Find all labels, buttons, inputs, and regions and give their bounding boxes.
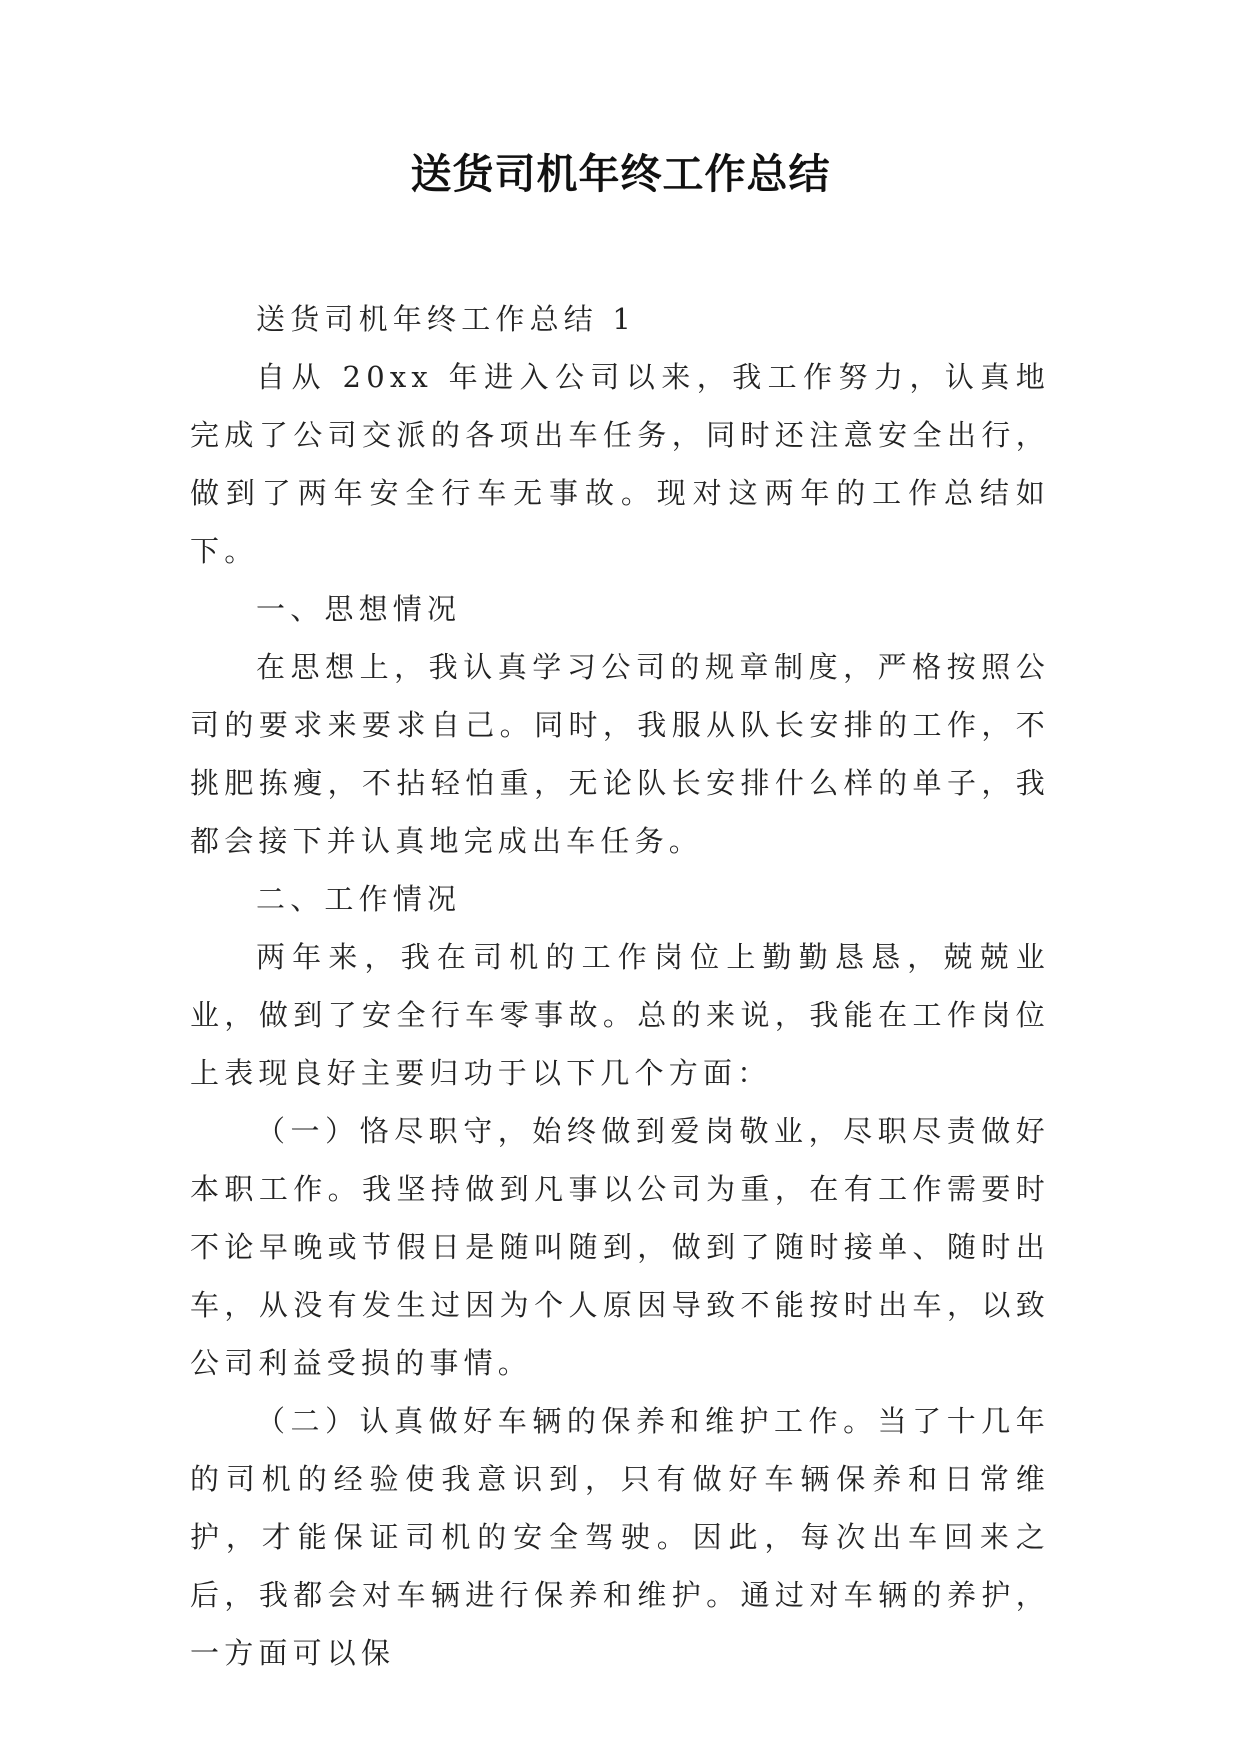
document-body [190, 290, 1050, 1682]
section-heading-work: 二、工作情况 [256, 882, 462, 916]
subtitle-paragraph: 送货司机年终工作总结 1 [256, 302, 637, 336]
thoughts-paragraph: 在思想上，我认真学习公司的规章制度，严格按照公司的要求来要求自己。同时，我服从队长安排的工作，不挑肥拣瘦，不拈轻怕重，无论队长安排什么样的单子，我都会接下并认真地完成出车任务。 [190, 650, 1050, 858]
point-one-paragraph: （一）恪尽职守，始终做到爱岗敬业，尽职尽责做好本职工作。我坚持做到凡事以公司为重，在有工作需要时不论早晚或节假日是随叫随到，做到了随时接单、随时出车，从没有发生过因为个人原因导致不能按时出车，以致公司利益受损的事情。 [190, 1114, 1050, 1380]
section-heading-thoughts: 一、思想情况 [256, 592, 462, 626]
work-paragraph: 两年来，我在司机的工作岗位上勤勤恳恳，兢兢业业，做到了安全行车零事故。总的来说，我能在工作岗位上表现良好主要归功于以下几个方面： [190, 940, 1050, 1090]
intro-paragraph: 自从 20xx 年进入公司以来，我工作努力，认真地完成了公司交派的各项出车任务，同时还注意安全出行，做到了两年安全行车无事故。现对这两年的工作总结如下。 [190, 360, 1050, 568]
point-two-paragraph: （二）认真做好车辆的保养和维护工作。当了十几年的司机的经验使我意识到，只有做好车辆保养和日常维护，才能保证司机的安全驾驶。因此，每次出车回来之后，我都会对车辆进行保养和维护。通过对车辆的养护，一方面可以保 [190, 1404, 1050, 1670]
document-title: 送货司机年终工作总结 [410, 150, 831, 198]
